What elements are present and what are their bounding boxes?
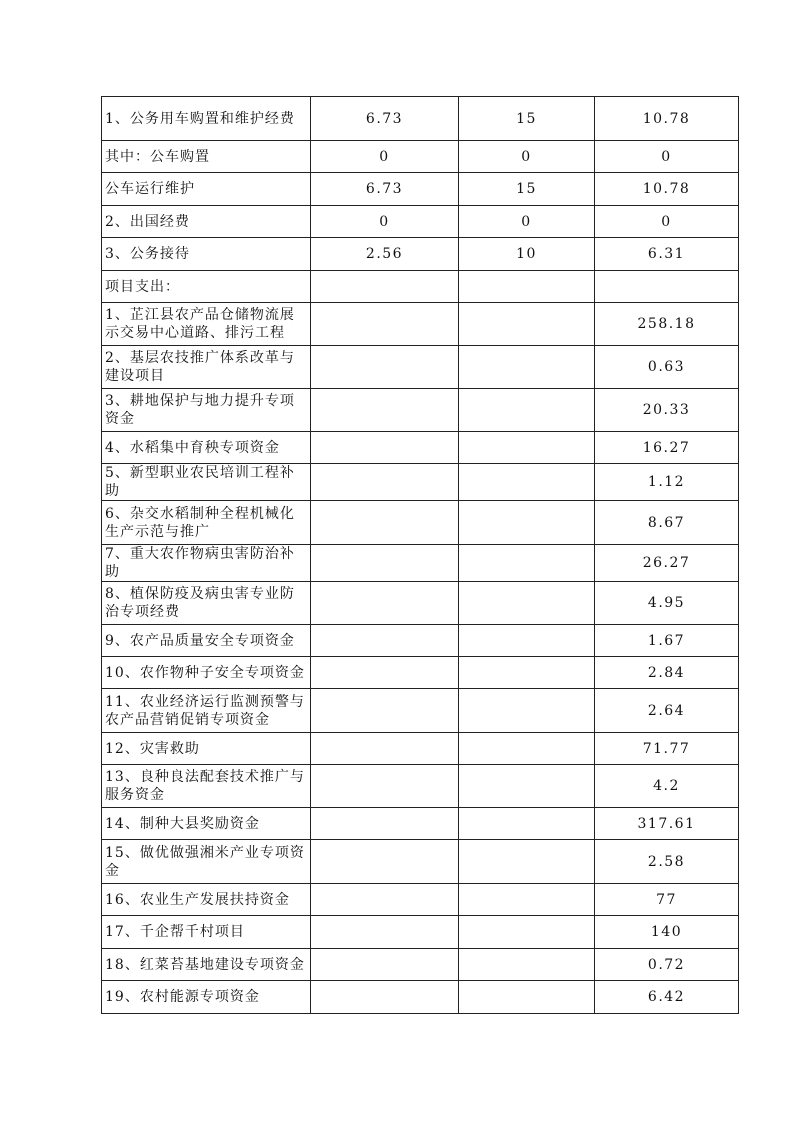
row-item-name: 6、杂交水稻制种全程机械化生产示范与推广	[102, 501, 311, 545]
row-value-col1	[311, 389, 459, 432]
row-item-name: 1、芷江县农产品仓储物流展示交易中心道路、排污工程	[102, 303, 311, 346]
budget-table-body	[102, 97, 739, 1014]
row-item-name: 3、公务接待	[102, 238, 311, 271]
row-value-col2	[459, 657, 595, 689]
row-value-col2	[459, 389, 595, 432]
row-value-col1	[311, 733, 459, 765]
row-value-col1	[311, 582, 459, 625]
row-item-name: 2、出国经费	[102, 206, 311, 238]
row-item-name: 15、做优做强湘米产业专项资金	[102, 840, 311, 884]
row-value-col3: 0	[595, 141, 739, 173]
table-row	[102, 981, 739, 1014]
row-value-col1	[311, 432, 459, 464]
row-item-name: 7、重大农作物病虫害防治补助	[102, 545, 311, 582]
row-value-col3: 6.42	[595, 981, 739, 1014]
table-row	[102, 545, 739, 582]
row-item-name: 19、农村能源专项资金	[102, 981, 311, 1014]
row-item-name: 5、新型职业农民培训工程补助	[102, 464, 311, 501]
row-value-col3: 10.78	[595, 173, 739, 206]
row-item-name: 13、良种良法配套技术推广与服务资金	[102, 765, 311, 808]
row-value-col3: 0.63	[595, 346, 739, 389]
table-row	[102, 271, 739, 303]
row-item-name: 3、耕地保护与地力提升专项资金	[102, 389, 311, 432]
row-item-name: 17、千企帮千村项目	[102, 916, 311, 949]
row-value-col1	[311, 657, 459, 689]
row-value-col1	[311, 949, 459, 981]
row-value-col1	[311, 765, 459, 808]
row-value-col1	[311, 689, 459, 733]
table-row	[102, 206, 739, 238]
table-row	[102, 97, 739, 141]
row-value-col3: 0.72	[595, 949, 739, 981]
row-item-name: 18、红菜苔基地建设专项资金	[102, 949, 311, 981]
table-row	[102, 501, 739, 545]
row-item-name: 14、制种大县奖励资金	[102, 808, 311, 840]
table-row	[102, 432, 739, 464]
row-value-col3: 4.2	[595, 765, 739, 808]
table-row	[102, 765, 739, 808]
table-row	[102, 733, 739, 765]
row-value-col3: 2.58	[595, 840, 739, 884]
row-value-col3: 317.61	[595, 808, 739, 840]
row-value-col2	[459, 545, 595, 582]
row-value-col1	[311, 916, 459, 949]
row-value-col1	[311, 271, 459, 303]
row-value-col1	[311, 346, 459, 389]
row-value-col1	[311, 625, 459, 657]
table-row	[102, 689, 739, 733]
row-item-name: 4、水稻集中育秧专项资金	[102, 432, 311, 464]
row-value-col1	[311, 303, 459, 346]
row-item-name: 项目支出：	[102, 271, 311, 303]
row-value-col1	[311, 464, 459, 501]
row-item-name: 2、基层农技推广体系改革与建设项目	[102, 346, 311, 389]
row-value-col3: 71.77	[595, 733, 739, 765]
row-value-col1	[311, 808, 459, 840]
row-item-name: 公车运行维护	[102, 173, 311, 206]
table-row	[102, 389, 739, 432]
table-row	[102, 346, 739, 389]
row-value-col2	[459, 432, 595, 464]
row-value-col3: 1.12	[595, 464, 739, 501]
row-value-col2	[459, 689, 595, 733]
row-value-col2	[459, 765, 595, 808]
row-item-name: 11、农业经济运行监测预警与农产品营销促销专项资金	[102, 689, 311, 733]
row-item-name: 其中：公车购置	[102, 141, 311, 173]
row-value-col1: 0	[311, 206, 459, 238]
table-row	[102, 173, 739, 206]
row-value-col2: 0	[459, 206, 595, 238]
table-row	[102, 464, 739, 501]
table-row	[102, 238, 739, 271]
row-value-col1	[311, 840, 459, 884]
row-value-col3: 2.64	[595, 689, 739, 733]
row-item-name: 8、植保防疫及病虫害专业防治专项经费	[102, 582, 311, 625]
row-value-col3: 258.18	[595, 303, 739, 346]
row-value-col2: 15	[459, 97, 595, 141]
row-value-col2	[459, 625, 595, 657]
row-value-col2: 10	[459, 238, 595, 271]
row-item-name: 1、公务用车购置和维护经费	[102, 97, 311, 141]
row-value-col3: 20.33	[595, 389, 739, 432]
budget-table	[101, 96, 739, 1014]
table-row	[102, 303, 739, 346]
table-row	[102, 625, 739, 657]
table-row	[102, 141, 739, 173]
row-value-col3: 26.27	[595, 545, 739, 582]
row-value-col1: 6.73	[311, 97, 459, 141]
row-value-col1	[311, 545, 459, 582]
row-value-col2	[459, 808, 595, 840]
row-value-col2	[459, 949, 595, 981]
row-value-col2	[459, 582, 595, 625]
row-value-col1: 2.56	[311, 238, 459, 271]
table-row	[102, 884, 739, 916]
row-value-col3: 140	[595, 916, 739, 949]
row-value-col3: 1.67	[595, 625, 739, 657]
table-row	[102, 582, 739, 625]
table-row	[102, 916, 739, 949]
row-value-col3: 6.31	[595, 238, 739, 271]
row-item-name: 9、农产品质量安全专项资金	[102, 625, 311, 657]
table-row	[102, 808, 739, 840]
row-value-col1: 6.73	[311, 173, 459, 206]
row-item-name: 10、农作物种子安全专项资金	[102, 657, 311, 689]
row-item-name: 16、农业生产发展扶持资金	[102, 884, 311, 916]
row-value-col2	[459, 464, 595, 501]
row-value-col2	[459, 916, 595, 949]
row-value-col3: 2.84	[595, 657, 739, 689]
row-value-col2	[459, 501, 595, 545]
row-value-col2	[459, 346, 595, 389]
row-value-col1: 0	[311, 141, 459, 173]
table-row	[102, 840, 739, 884]
row-value-col3: 8.67	[595, 501, 739, 545]
table-row	[102, 949, 739, 981]
row-value-col2	[459, 981, 595, 1014]
row-value-col3: 10.78	[595, 97, 739, 141]
row-value-col2	[459, 884, 595, 916]
row-value-col3: 77	[595, 884, 739, 916]
row-value-col1	[311, 884, 459, 916]
row-value-col2	[459, 733, 595, 765]
row-value-col3: 16.27	[595, 432, 739, 464]
table-row	[102, 657, 739, 689]
row-value-col2	[459, 840, 595, 884]
row-value-col1	[311, 501, 459, 545]
row-value-col2	[459, 271, 595, 303]
row-value-col3: 0	[595, 206, 739, 238]
row-value-col2	[459, 303, 595, 346]
row-value-col3: 4.95	[595, 582, 739, 625]
row-item-name: 12、灾害救助	[102, 733, 311, 765]
row-value-col2: 15	[459, 173, 595, 206]
row-value-col3	[595, 271, 739, 303]
row-value-col2: 0	[459, 141, 595, 173]
row-value-col1	[311, 981, 459, 1014]
